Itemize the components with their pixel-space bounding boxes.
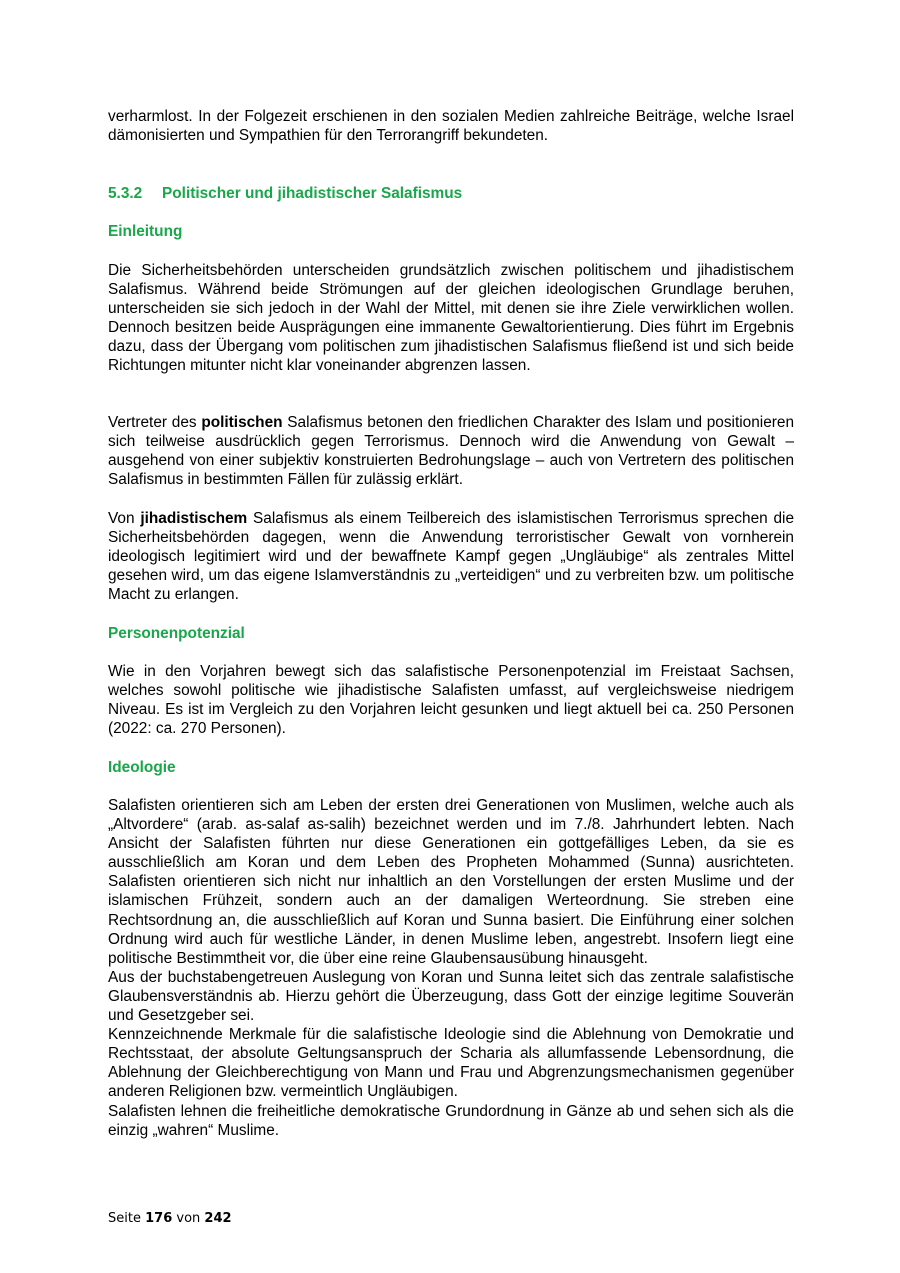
footer-total-pages: 242 [204,1211,232,1226]
text-run: Vertreter des [108,414,202,431]
personenpotenzial-paragraph: Wie in den Vorjahren bewegt sich das salafistische Personenpotenzial im Freistaat Sachsen, welches sowohl politische wie jihadistische Salafisten umfasst, auf vergleichsweise niedrigem Niveau. Es ist im Vergleich zu den Vorjahren leicht gesunken und liegt aktuell bei ca. 250 Personen (2022: ca. 270 Personen). [108,663,794,738]
einleitung-paragraph-3 [108,509,794,604]
ideologie-paragraph-3: Kennzeichnende Merkmale für die salafistische Ideologie sind die Ablehnung von Demokratie und Rechtsstaat, der absolute Geltungsanspruch der Scharia als allumfassende Lebensordnung, die Ablehnung der Gleichberechtigung von Mann und Frau und Abgrenzungsmechanismen gegenüber anderen Religionen bzw. vermeintlich Ungläubigen. [108,1026,794,1101]
ideologie-paragraph-2: Aus der buchstabengetreuen Auslegung von Koran und Sunna leitet sich das zentrale salafistische Glaubensverständnis ab. Hierzu gehört die Überzeugung, dass Gott der einzige legitime Souverän und Gesetzgeber sei. [108,969,794,1025]
bold-term-politischen: politischen [201,414,283,431]
section-title: Politischer und jihadistischer Salafismus [162,185,463,202]
ideologie-paragraph-1: Salafisten orientieren sich am Leben der ersten drei Generationen von Muslimen, welche auch als „Altvordere“ (arab. as-salaf as-salih) bezeichnet werden und im 7./8. Jahrhundert lebten. Nach Ansicht der Salafisten führten nur diese Generationen ein gottgefälliges Leben, da sie es ausschließlich am Koran und dem Leben des Propheten Mohammed (Sunna) ausrichteten. Salafisten orientieren sich nicht nur inhaltlich an den Vorstellungen der ersten Muslime und der islamischen Frühzeit, sondern auch an der damaligen Werteordnung. Sie streben eine Rechtsordnung an, die ausschließlich auf Koran und Sunna basiert. Die Einführung einer solchen Ordnung wird auch für westliche Länder, in denen Muslime leben, angestrebt. Insofern liegt eine politische Bestimmtheit vor, die über eine reine Glaubensausübung hinausgeht. [108,797,794,967]
page-footer [108,1211,232,1226]
text-run: Von [108,510,141,527]
intro-paragraph: verharmlost. In der Folgezeit erschienen in den sozialen Medien zahlreiche Beiträge, welche Israel dämonisierten und Sympathien für den Terrorangriff bekundeten. [108,108,794,145]
text-run: Salafismus betonen den friedlichen Charakter des Islam und positionieren sich teilweise ausdrücklich gegen Terrorismus. Dennoch wird die Anwendung von Gewalt – ausgehend von einer subjektiv konstruierten Bedrohungslage – auch von Vertretern des politischen Salafismus in bestimmten Fällen für zulässig erklärt. [108,414,795,489]
bold-term-jihadistischem: jihadistischem [140,510,248,527]
ideologie-heading: Ideologie [108,759,176,776]
ideologie-paragraph-4: Salafisten lehnen die freiheitliche demokratische Grundordnung in Gänze ab und sehen sich als die einzig „wahren“ Muslime. [108,1103,794,1140]
footer-mid: von [176,1211,201,1226]
einleitung-heading: Einleitung [108,223,183,240]
section-number: 5.3.2 [108,185,143,202]
personenpotenzial-heading: Personenpotenzial [108,625,245,642]
einleitung-paragraph-2 [108,413,794,489]
footer-prefix: Seite [108,1211,141,1226]
text-run: Salafismus als einem Teilbereich des islamistischen Terrorismus sprechen die Sicherheitsbehörden dagegen, wenn die Anwendung terroristischer Gewalt von vornherein ideologisch legitimiert wird und der bewaffnete Kampf gegen „Ungläubige“ als zentrales Mittel gesehen wird, um das eigene Islamverständnis zu „verteidigen“ und zu verbreiten bzw. um politische Macht zu erlangen. [108,510,795,604]
footer-page-number: 176 [145,1211,173,1226]
einleitung-paragraph-1: Die Sicherheitsbehörden unterscheiden grundsätzlich zwischen politischem und jihadistischem Salafismus. Während beide Strömungen auf der gleichen ideologischen Grundlage beruhen, unterscheiden sie sich jedoch in der Wahl der Mittel, mit denen sie ihre Ziele verwirklichen wollen. Dennoch besitzen beide Ausprägungen eine immanente Gewaltorientierung. Dies führt im Ergebnis dazu, dass der Übergang vom politischen zum jihadistischen Salafismus fließend ist und sich beide Richtungen mitunter nicht klar voneinander abgrenzen lassen. [108,262,794,375]
section-heading [108,184,794,203]
